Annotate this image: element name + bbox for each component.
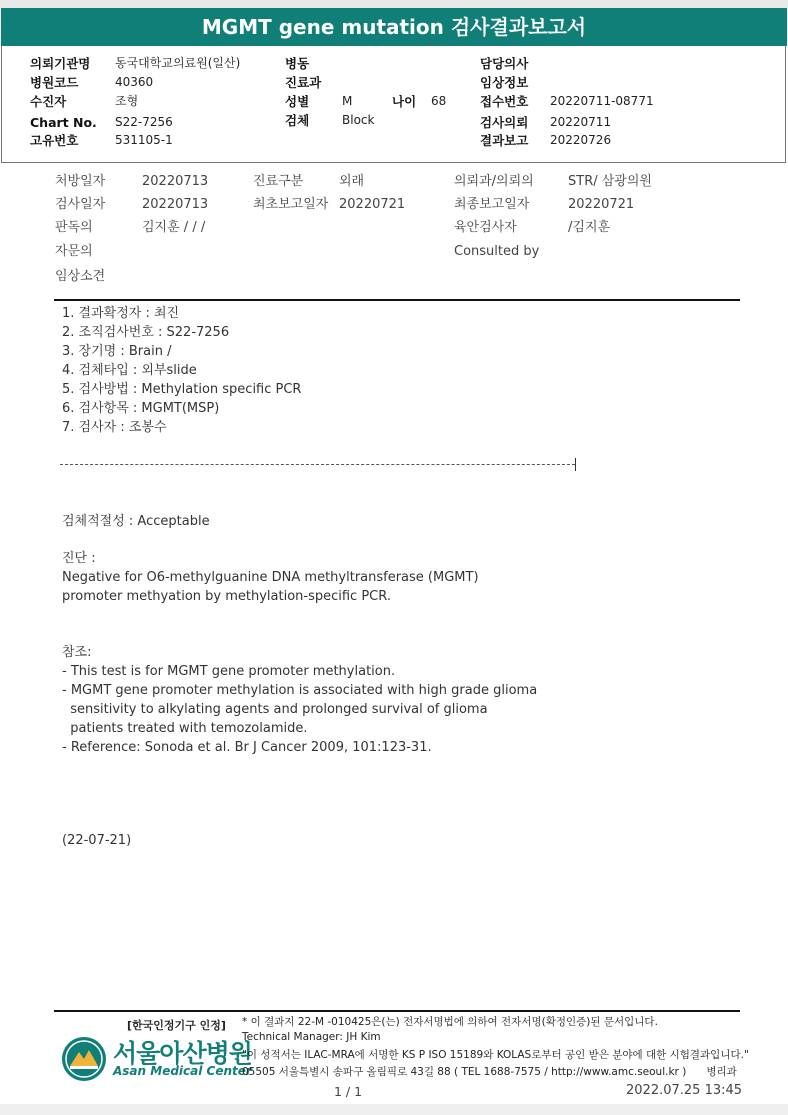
info-label-doctor: 담당의사 [480, 56, 529, 71]
info-label-chart-no: Chart No. [30, 115, 97, 130]
top-strip [0, 0, 788, 8]
info-label-age: 나이 [392, 94, 417, 109]
technical-manager: Technical Manager: JH Kim [242, 1031, 381, 1043]
hospital-name-ko: 서울아산병원 [113, 1039, 252, 1068]
order-label-clinical: 임상소견 [55, 269, 106, 284]
order-label-consult: 자문의 [55, 244, 93, 259]
info-value-hospital-code: 40360 [115, 75, 154, 89]
info-value-chart-no: S22-7256 [115, 115, 173, 129]
info-value-institution: 동국대학교의료원(일산) [115, 56, 241, 70]
dashed-divider-end [575, 458, 576, 471]
info-value-reported: 20220726 [550, 133, 612, 147]
info-label-ward: 병동 [285, 56, 310, 71]
info-label-clinical-info: 임상정보 [480, 75, 529, 90]
order-value-req-dept: STR/ 삼광의원 [568, 174, 652, 189]
info-value-specimen: Block [342, 113, 375, 127]
order-value-reader: 김지훈 / / / [142, 220, 206, 235]
accreditation-label: [한국인정기구 인정] [127, 1019, 226, 1032]
info-label-specimen: 검체 [285, 113, 310, 128]
hospital-name-en: Asan Medical Center [113, 1064, 252, 1078]
note-line: sensitivity to alkylating agents and prolonged survival of glioma [62, 702, 488, 717]
info-label-patient: 수진자 [30, 94, 67, 109]
page-number: 1 / 1 [334, 1084, 363, 1099]
info-label-reported: 결과보고 [480, 133, 529, 148]
result-item: 5. 검사방법 : Methylation specific PCR [62, 382, 302, 397]
dashed-divider [60, 464, 575, 465]
diagnosis-line: promoter methyation by methylation-specific PCR. [62, 589, 391, 604]
order-label-test-date: 검사일자 [55, 197, 106, 212]
hospital-logo-icon [61, 1036, 107, 1082]
result-item: 2. 조직검사번호 : S22-7256 [62, 325, 230, 340]
result-item: 4. 검체타입 : 외부slide [62, 363, 197, 378]
order-value-rx-date: 20220713 [142, 174, 209, 189]
order-label-req-dept: 의뢰과/의뢰의 [454, 174, 534, 189]
note-line: - This test is for MGMT gene promoter methylation. [62, 664, 396, 679]
result-item: 3. 장기명 : Brain / [62, 344, 172, 359]
info-label-unique-no: 고유번호 [30, 133, 79, 148]
result-item: 1. 결과확정자 : 최진 [62, 306, 180, 321]
sign-date: (22-07-21) [62, 833, 132, 848]
patient-info-box [1, 46, 786, 163]
footer-divider [54, 1010, 740, 1012]
hospital-address: 05505 서울특별시 송파구 올림픽로 43길 88 ( TEL 1688-7575 / http://www.amc.seoul.kr ) 병리과 [242, 1066, 737, 1078]
accreditation-notice: "이 성적서는 ILAC-MRA에 서명한 KS P ISO 15189와 KOLAS로부터 공인 받은 분야에 대한 시험결과입니다." [242, 1049, 749, 1061]
order-value-final-report: 20220721 [568, 197, 635, 212]
info-label-department: 진료과 [285, 75, 322, 90]
note-line: patients treated with temozolamide. [62, 721, 308, 736]
order-value-first-report: 20220721 [339, 197, 406, 212]
order-label-rx-date: 처방일자 [55, 174, 106, 189]
order-value-gross-examiner: /김지훈 [568, 220, 611, 235]
info-label-requested: 검사의뢰 [480, 115, 529, 130]
note-label: 참조: [62, 645, 92, 660]
diagnosis-line: Negative for O6-methylguanine DNA methyltransferase (MGMT) [62, 570, 479, 585]
order-label-visit-type: 진료구분 [253, 174, 304, 189]
info-value-receipt-no: 20220711-08771 [550, 94, 654, 108]
result-item: 6. 검사항목 : MGMT(MSP) [62, 401, 220, 416]
print-timestamp: 2022.07.25 13:45 [626, 1083, 743, 1098]
order-label-first-report: 최초보고일자 [253, 197, 329, 212]
info-label-receipt-no: 접수번호 [480, 94, 529, 109]
specimen-adequacy: 검체적절성 : Acceptable [62, 514, 210, 529]
info-label-institution: 의뢰기관명 [30, 56, 91, 71]
info-value-sex: M [342, 94, 353, 108]
order-label-final-report: 최종보고일자 [454, 197, 530, 212]
info-value-patient: 조형 [115, 94, 139, 108]
order-label-gross-examiner: 육안검사자 [454, 220, 517, 235]
e-signature-notice: * 이 결과지 22-M -010425은(는) 전자서명법에 의하여 전자서명(확정인증)된 문서입니다. [242, 1016, 658, 1028]
info-value-age: 68 [431, 94, 447, 108]
info-label-hospital-code: 병원코드 [30, 75, 79, 90]
order-value-test-date: 20220713 [142, 197, 209, 212]
diagnosis-label: 진단 : [62, 551, 96, 566]
note-line: - MGMT gene promoter methylation is associated with high grade glioma [62, 683, 538, 698]
result-item: 7. 검사자 : 조봉수 [62, 420, 167, 435]
bottom-strip [0, 1104, 788, 1115]
section-divider [54, 299, 740, 301]
info-label-sex: 성별 [285, 94, 310, 109]
info-value-unique-no: 531105-1 [115, 133, 173, 147]
order-label-consulted-by: Consulted by [454, 244, 540, 259]
order-value-visit-type: 외래 [339, 174, 365, 189]
report-title: MGMT gene mutation 검사결과보고서 [1, 8, 787, 46]
info-value-requested: 20220711 [550, 115, 612, 129]
note-line: - Reference: Sonoda et al. Br J Cancer 2009, 101:123-31. [62, 740, 432, 755]
order-label-reader: 판독의 [55, 220, 93, 235]
